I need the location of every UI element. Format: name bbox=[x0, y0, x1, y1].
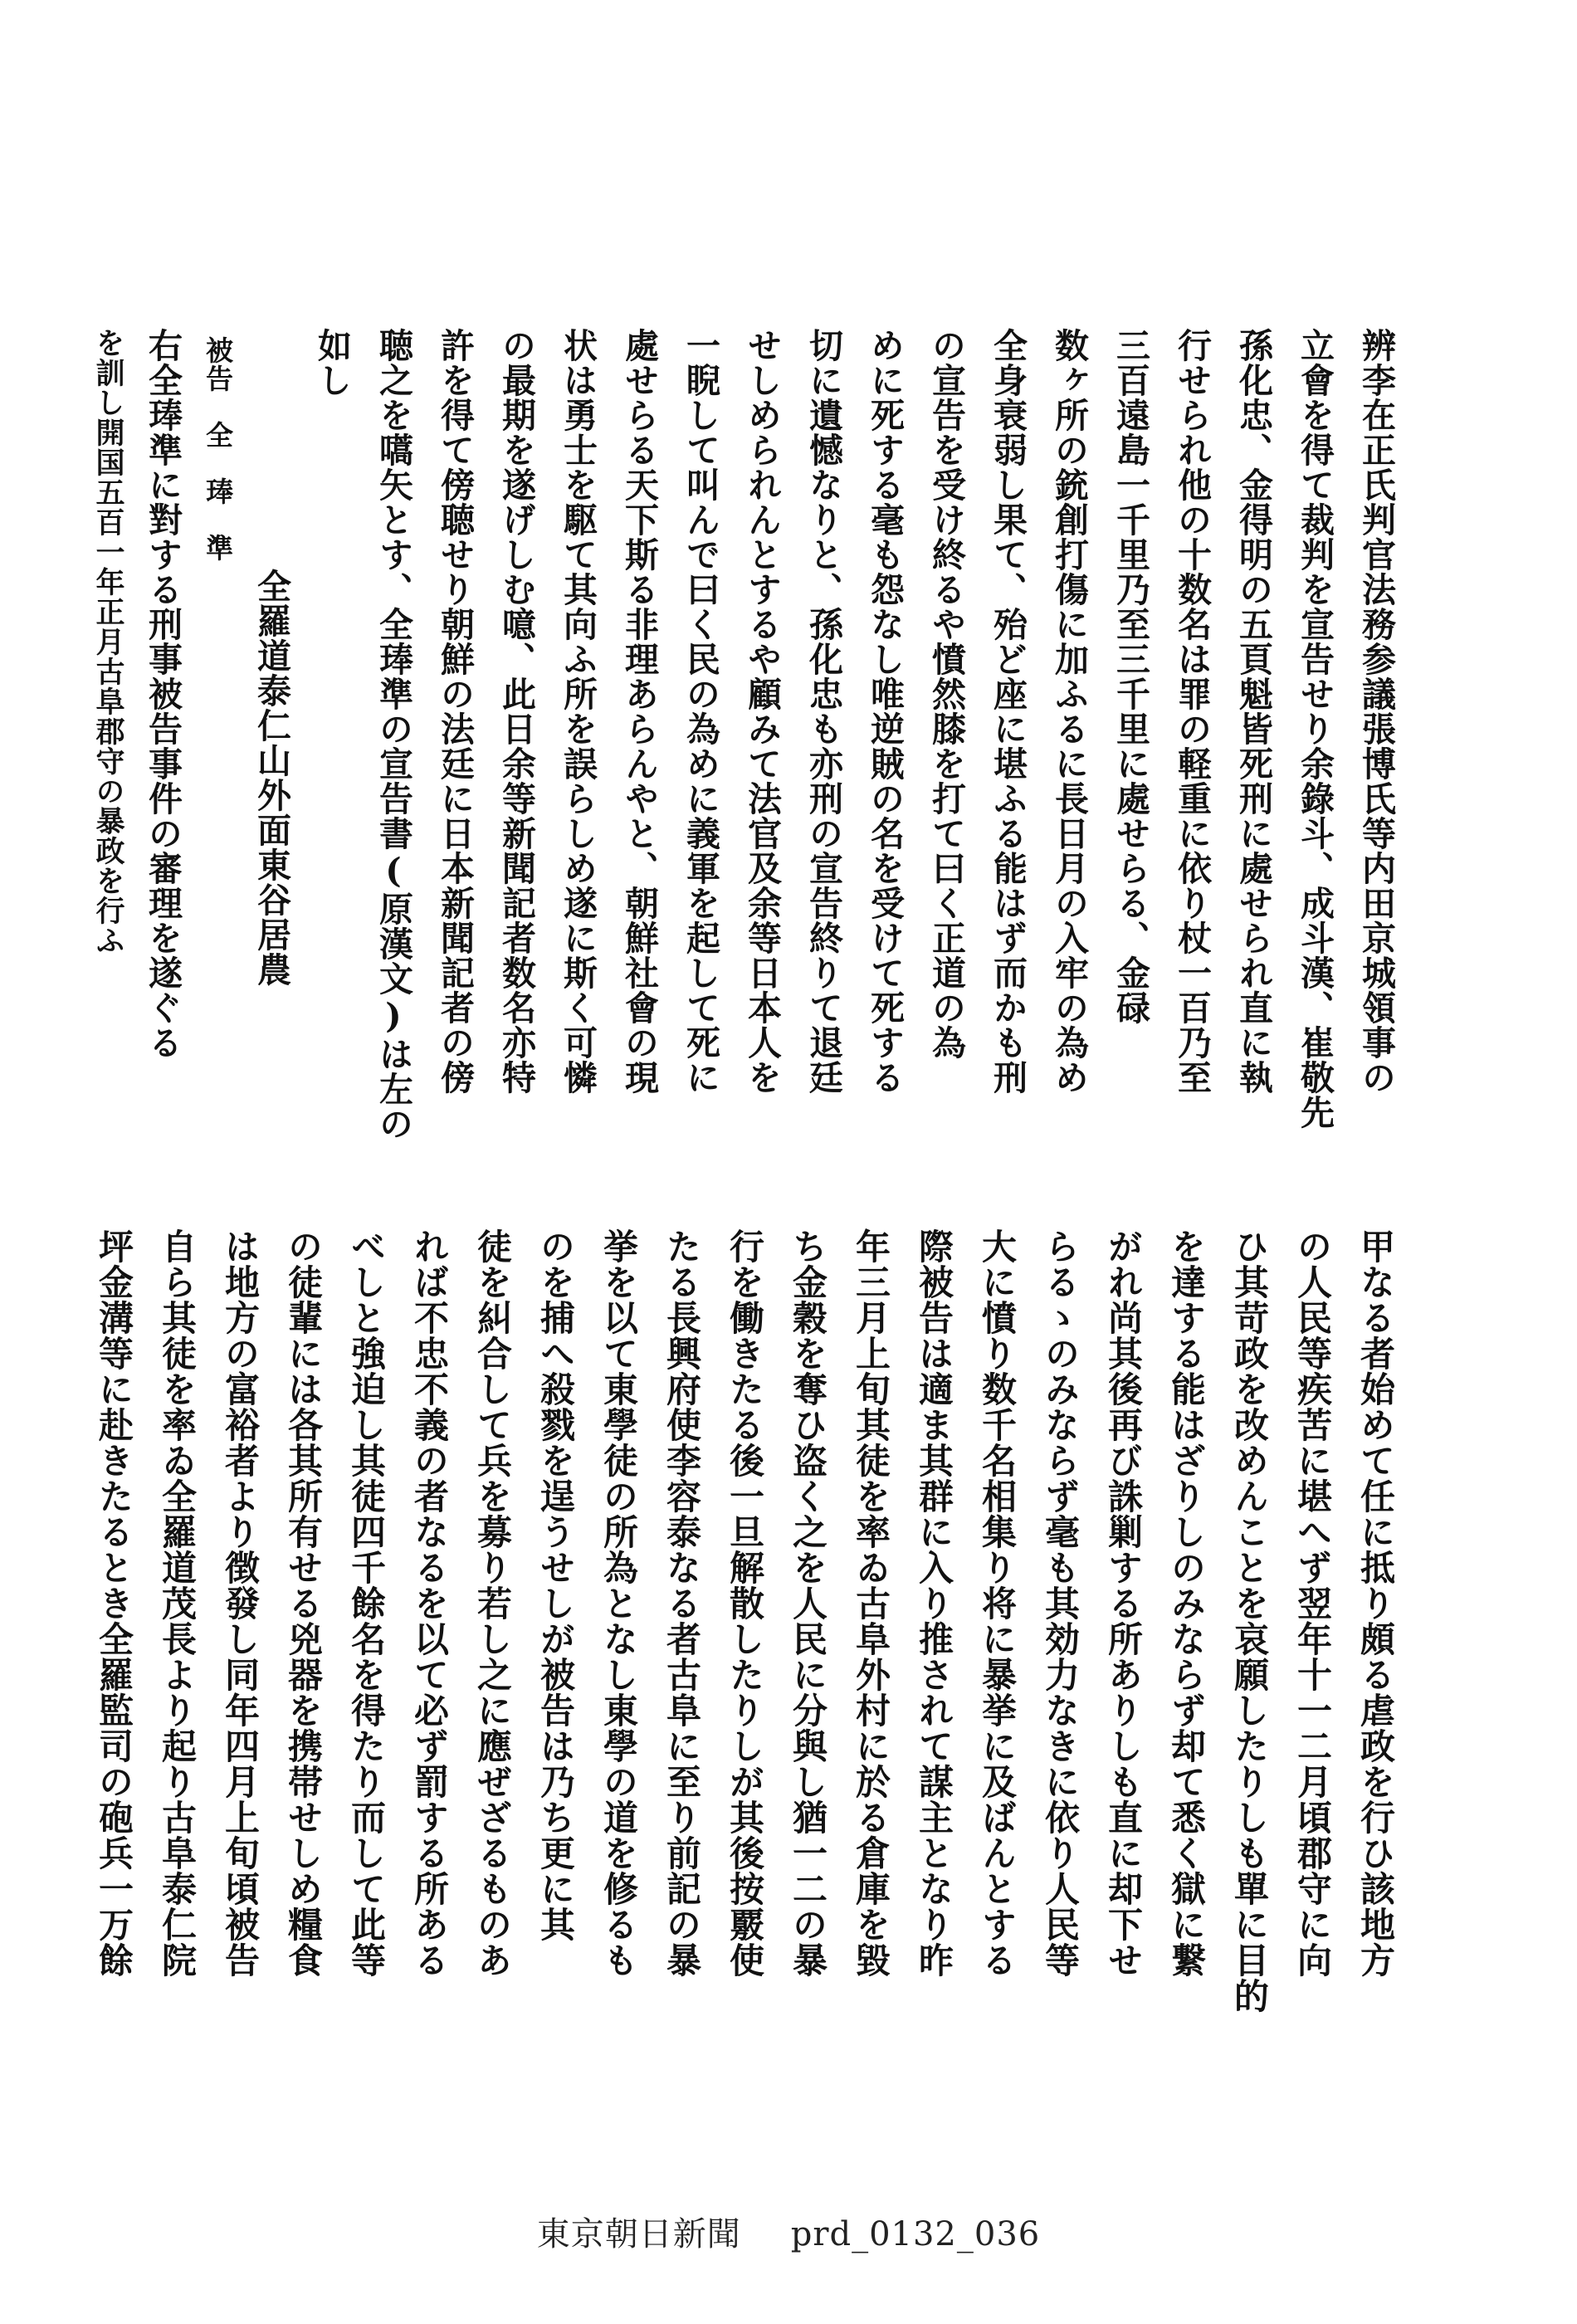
text-column: 際被告は適ま其群に入り推されて謀主となり昨 bbox=[914, 1228, 954, 1978]
text-column: 許を得て傍聴せり朝鮮の法廷に日本新聞記者の傍 bbox=[435, 328, 475, 1095]
text-column: 處せらる天下斯る非理あらんやと、朝鮮社會の現 bbox=[619, 328, 659, 1095]
lower-article-clipping bbox=[94, 1228, 1407, 2042]
text-column: 一睨して叫んで曰く民の為めに義軍を起して死に bbox=[681, 328, 720, 1095]
upper-article-clipping bbox=[91, 328, 1407, 1216]
text-column: は地方の富裕者より徴發し同年四月上旬頃被告 bbox=[220, 1228, 261, 1978]
defendant-name: 被告 全 琫 準 bbox=[202, 336, 234, 562]
text-column: めに死する毫も怨なし唯逆賊の名を受けて死する bbox=[865, 328, 905, 1095]
text-column: 年三月上旬其徒を率ゐ古阜外村に於る倉庫を毀 bbox=[851, 1228, 891, 1978]
page-code: prd_0132_036 bbox=[790, 2215, 1041, 2253]
text-column: 三百遠島一千里乃至三千里に處せらる、金碌 bbox=[1111, 328, 1150, 1025]
text-column: 挙を以て東學徒の所為となし東學の道を修るも bbox=[598, 1228, 639, 1978]
text-column: の宣告を受け終るや憤然膝を打て曰く正道の為 bbox=[926, 328, 966, 1060]
text-column: 坪金溝等に赴きたるとき全羅監司の砲兵一万餘 bbox=[94, 1228, 134, 1978]
text-column: 状は勇士を駆て其向ふ所を誤らしめ遂に斯く可憐 bbox=[558, 328, 598, 1095]
page-footer bbox=[0, 2208, 1577, 2255]
text-column: ひ其苛政を改めんことを哀願したりしも單に目的 bbox=[1229, 1228, 1270, 2014]
text-column: の最期を遂げしむ噫、此日余等新聞記者数名亦特 bbox=[496, 328, 536, 1095]
text-column: 行を働きたる後一旦解散したりしが其後按覈使 bbox=[725, 1228, 765, 1978]
text-column: を達する能はざりしのみならず却て悉く獄に繋 bbox=[1166, 1228, 1207, 1978]
text-column: 自ら其徒を率ゐ全羅道茂長より起り古阜泰仁院 bbox=[157, 1228, 198, 1978]
text-column: の人民等疾苦に堪へず翌年十一二月頃郡守に向 bbox=[1292, 1228, 1333, 1978]
text-column: 全身衰弱し果て、殆ど座に堪ふる能はず而かも刑 bbox=[988, 328, 1028, 1095]
text-column: べしと強迫し其徒四千餘名を得たり而して此等 bbox=[346, 1228, 387, 1978]
text-column: たる長興府使李容泰なる者古阜に至り前記の暴 bbox=[662, 1228, 702, 1978]
text-column: 如し bbox=[312, 328, 352, 398]
text-column: 甲なる者始めて任に抵り頗る虐政を行ひ該地方 bbox=[1355, 1228, 1396, 1978]
text-column: 大に憤り数千名相集り将に暴挙に及ばんとする bbox=[977, 1228, 1018, 1978]
text-column: 孫化忠、金得明の五頁魁皆死刑に處せられ直に執 bbox=[1233, 328, 1273, 1095]
text-column: 切に遺憾なりと、孫化忠も亦刑の宣告終りて退廷 bbox=[803, 328, 843, 1095]
text-column: せしめられんとするや顧みて法官及余等日本人を bbox=[742, 328, 782, 1095]
text-column: 行せられ他の十数名は罪の軽重に依り杖一百乃至 bbox=[1172, 328, 1212, 1095]
text-column: がれ尚其後再び誅剿する所ありしも直に却下せ bbox=[1103, 1228, 1144, 1978]
text-column: らるゝのみならず毫も其効力なきに依り人民等 bbox=[1040, 1228, 1081, 1978]
text-column: を訓し開国五百一年正月古阜郡守の暴政を行ふ bbox=[91, 328, 125, 955]
text-column: 聴之を嚆矢とす、全琫準の宣告書(原漢文)は左の bbox=[374, 328, 413, 1141]
text-column: のを捕へ殺戮を逞うせしが被告は乃ち更に其 bbox=[535, 1228, 576, 1942]
text-column: 立會を得て裁判を宣告せり余錄斗、成斗漢、崔敬先 bbox=[1295, 328, 1335, 1130]
text-column: 徒を糾合して兵を募り若し之に應ぜざるものあ bbox=[472, 1228, 513, 1978]
text-column: 数ヶ所の銃創打傷に加ふるに長日月の入牢の為め bbox=[1049, 328, 1089, 1095]
newspaper-name: 東京朝日新聞 bbox=[536, 2215, 741, 2253]
text-column: 右全琫準に對する刑事被告事件の審理を遂ぐる bbox=[143, 328, 183, 1060]
defendant-address: 全羅道泰仁山外面東谷居農 bbox=[251, 569, 291, 987]
text-column: れば不忠不義の者なるを以て必ず罰する所ある bbox=[409, 1228, 450, 1978]
text-column: ち金穀を奪ひ盗く之を人民に分與し猶一二の暴 bbox=[788, 1228, 828, 1978]
text-column: 辨李在正氏判官法務参議張博氏等内田京城領事の bbox=[1356, 328, 1396, 1095]
text-column: の徒輩には各其所有せる兇器を携帯せしめ糧食 bbox=[283, 1228, 324, 1978]
